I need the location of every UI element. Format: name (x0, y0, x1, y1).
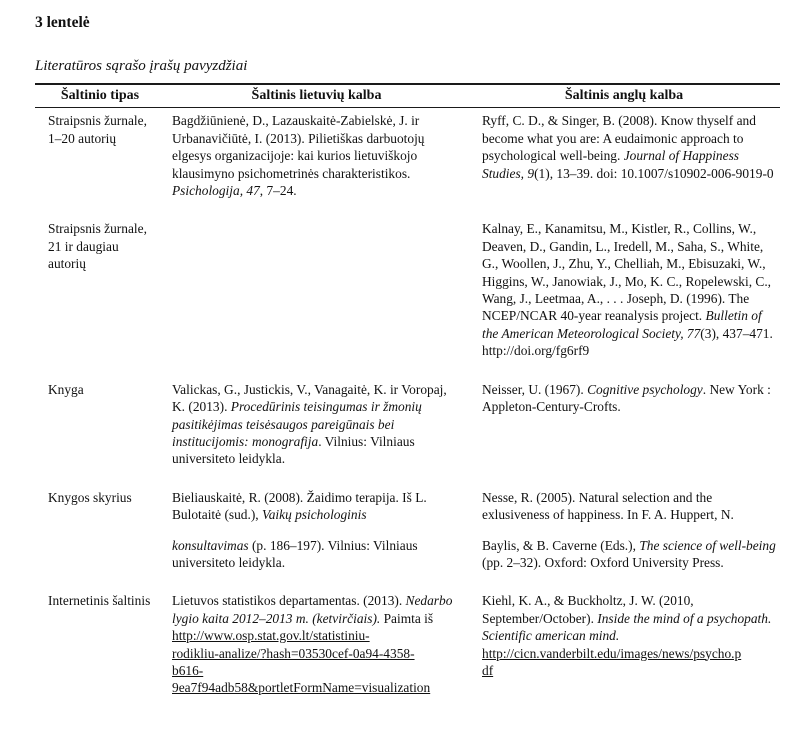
text-run: Neisser, U. (1967). (482, 381, 588, 397)
text-run: Baylis, & B. Caverne (Eds.), (482, 537, 640, 553)
reference-paragraph (172, 489, 460, 524)
cell-english-source (468, 108, 780, 217)
reference-paragraph (482, 537, 776, 572)
text-run: Journal of Happiness Studies, 9 (482, 148, 739, 181)
source-type-label: Straipsnis žurnale, 1–20 autorių (48, 113, 147, 146)
reference-paragraph (482, 112, 776, 182)
reference-paragraph (482, 220, 776, 359)
text-run: Lietuvos statistikos departamentas. (2013). (172, 593, 406, 609)
cell-source-type (35, 108, 165, 217)
hyperlink[interactable]: rodikliu-analize/?hash=03530cef-0a94-4358- (172, 645, 415, 661)
cell-source-type (35, 216, 165, 376)
text-run: Nesse, R. (2005). Natural selection and the exlusiveness of happiness. In F. A. Huppert, N. (482, 489, 734, 523)
source-type-label: Knygos skyrius (48, 489, 132, 505)
reference-paragraph (172, 112, 460, 199)
text-run: Ryff, C. D., & Singer, B. (2008). Know thyself and become what you are: A eudaimonic approach to psychological well-being. (482, 113, 756, 164)
reference-paragraph (482, 381, 776, 416)
text-run: konsultavimas (172, 537, 249, 553)
cell-english-source (468, 216, 780, 376)
references-table (35, 83, 780, 699)
table-number: 3 lentelė (35, 14, 90, 31)
text-run: (pp. 2–32). Oxford: Oxford University Press. (482, 554, 724, 570)
cell-source-type (35, 377, 165, 485)
text-run: Inside the mind of a psychopath. Scientific american mind. (482, 610, 772, 644)
text-run: Procedūrinis teisingumas ir žmonių pasitikėjimas teisėsaugos pareigūnais bei institucijomis: monografija (172, 399, 422, 449)
cell-lithuanian-source (165, 377, 468, 485)
hyperlink[interactable]: http://cicn.vanderbilt.edu/images/news/psycho.p (482, 645, 742, 661)
table-row (35, 377, 780, 485)
text-run: Nedarbo lygio kaita 2012–2013 m. (ketvirčiais). (172, 593, 453, 626)
text-run: Kalnay, E., Kanamitsu, M., Kistler, R., Collins, W., Deaven, D., Gandin, L., Iredell, M., Saha, S., White, G., Woollen, J., Zhu, Y., Chelliah, M., Ebisuzaki, W., Higgins, W., Janowiak, J., Mo, K. C., Ropelewski, C., Wang, J., Leetmaa, A., . . . Joseph, D. (1996). The NCEP/NCAR 40-year reanalysis project. (482, 221, 772, 324)
cell-source-type (35, 485, 165, 589)
cell-english-source (468, 588, 780, 698)
table-row (35, 216, 780, 376)
reference-paragraph (482, 489, 776, 524)
hyperlink[interactable]: df (482, 662, 494, 678)
reference-paragraph (172, 592, 460, 696)
text-run: Bulletin of the American Meteorological Society, 77 (482, 308, 762, 341)
text-run: . New York : Appleton-Century-Crofts. (482, 381, 771, 415)
reference-paragraph (172, 537, 460, 572)
cell-lithuanian-source (165, 485, 468, 589)
reference-paragraph (172, 381, 460, 468)
source-type-label: Straipsnis žurnale, 21 ir daugiau autorių (48, 221, 147, 272)
cell-lithuanian-source (165, 588, 468, 698)
text-run: Paimta iš (380, 610, 434, 626)
table-caption: Literatūros sąrašo įrašų pavyzdžiai (35, 58, 248, 74)
text-run: . Vilnius: Vilniaus universiteto leidykla. (172, 433, 415, 467)
header-english-source: Šaltinis anglų kalba (468, 84, 780, 108)
header-source-type: Šaltinio tipas (35, 84, 165, 108)
table-body (35, 108, 780, 699)
text-run: (3), 437–471. http://doi.org/fg6rf9 (482, 325, 773, 359)
source-type-label: Internetinis šaltinis (48, 593, 151, 609)
text-run: Bagdžiūnienė, D., Lazauskaitė-Zabielskė, J. ir Urbanavičiūtė, I. (2013). Pilietiškas darbuotojų elgesys organizacijoje: kai kurios lietuviškojo klausimyno psichometrinės charakteristikos. (172, 113, 425, 181)
text-run: Vaikų psichologinis (262, 507, 367, 523)
cell-lithuanian-source (165, 108, 468, 217)
text-run: , 7–24. (259, 183, 297, 199)
hyperlink[interactable]: http://www.osp.stat.gov.lt/statistiniu- (172, 628, 370, 644)
text-run: Cognitive psychology (587, 381, 703, 397)
cell-english-source (468, 377, 780, 485)
source-type-label: Knyga (48, 381, 84, 397)
text-run: Valickas, G., Justickis, V., Vanagaitė, K. ir Voropaj, K. (2013). (172, 381, 447, 415)
reference-paragraph (482, 592, 776, 679)
text-run: Psichologija, 47 (172, 183, 260, 199)
table-row (35, 588, 780, 698)
header-row (35, 84, 780, 108)
cell-lithuanian-source (165, 216, 468, 376)
text-run: (p. 186–197). Vilnius: Vilniaus universiteto leidykla. (172, 537, 418, 570)
cell-source-type (35, 588, 165, 698)
text-run: Kiehl, K. A., & Buckholtz, J. W. (2010, September/October). (482, 593, 694, 626)
cell-english-source (468, 485, 780, 589)
header-lithuanian-source: Šaltinis lietuvių kalba (165, 84, 468, 108)
text-run: The science of well-being (639, 537, 776, 553)
text-run: Bieliauskaitė, R. (2008). Žaidimo terapija. Iš L. Bulotaitė (sud.), (172, 489, 427, 523)
hyperlink[interactable]: b616- (172, 662, 204, 678)
hyperlink[interactable]: 9ea7f94adb58&portletFormName=visualization (172, 680, 431, 696)
table-row (35, 108, 780, 217)
text-run: (1), 13–39. doi: 10.1007/s10902-006-9019-0 (534, 165, 774, 181)
table-row (35, 485, 780, 589)
